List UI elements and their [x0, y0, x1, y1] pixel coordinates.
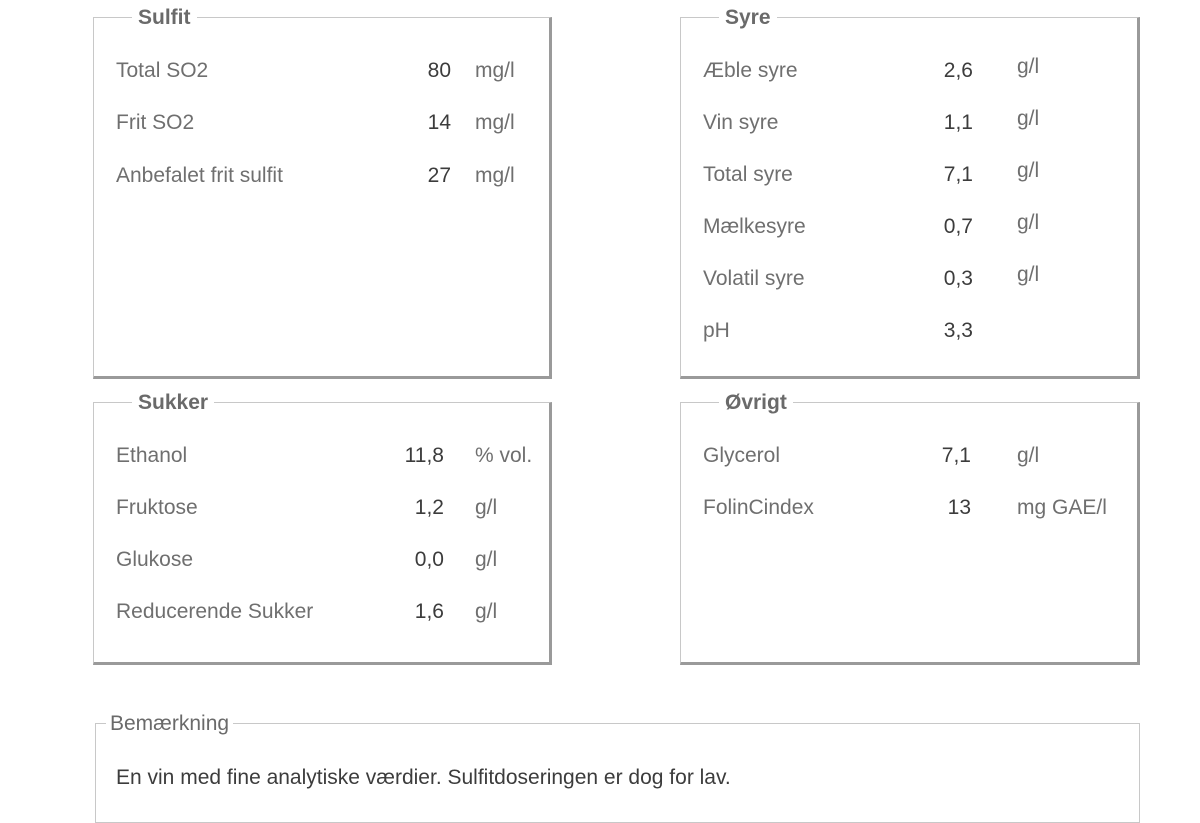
sukker-row-reducerende-sukker — [94, 597, 549, 627]
row-label: Frit SO2 — [116, 111, 195, 134]
remark-text: En vin med fine analytiske værdier. Sulfitdoseringen er dog for lav. — [116, 766, 731, 789]
syre-row-ph — [681, 316, 1137, 346]
sukker-row-glukose — [94, 545, 549, 575]
row-unit: g/l — [475, 496, 498, 519]
row-value: 13 — [947, 496, 971, 519]
row-label: Glycerol — [703, 444, 781, 467]
row-unit: g/l — [1017, 263, 1040, 286]
row-label: Total syre — [703, 163, 793, 186]
row-unit: mg GAE/l — [1017, 496, 1107, 519]
syre-row-aeble-syre — [681, 56, 1137, 86]
sulfit-row-anbefalet — [94, 161, 549, 191]
row-label: Total SO2 — [116, 59, 209, 82]
ovrigt-row-glycerol — [681, 441, 1137, 471]
remark-group-title: Bemærkning — [106, 712, 233, 736]
row-value: 1,2 — [414, 496, 444, 519]
row-unit: g/l — [1017, 159, 1040, 182]
row-unit: g/l — [1017, 211, 1040, 234]
syre-row-vin-syre — [681, 108, 1137, 138]
row-value: 0,7 — [943, 215, 973, 238]
row-label: Anbefalet frit sulfit — [116, 164, 283, 187]
sukker-row-fruktose — [94, 493, 549, 523]
sukker-group — [93, 391, 552, 665]
sulfit-group-title: Sulfit — [132, 6, 197, 30]
row-label: FolinCindex — [703, 496, 814, 519]
row-value: 1,1 — [943, 111, 973, 134]
row-unit: g/l — [475, 548, 498, 571]
row-value: 14 — [427, 111, 451, 134]
row-value: 11,8 — [404, 444, 444, 467]
row-label: Ethanol — [116, 444, 188, 467]
row-unit: mg/l — [475, 59, 515, 82]
ovrigt-group-title: Øvrigt — [719, 391, 793, 415]
row-label: Reducerende Sukker — [116, 600, 314, 623]
row-unit: g/l — [1017, 55, 1040, 78]
row-label: pH — [703, 319, 730, 342]
syre-row-volatil-syre — [681, 264, 1137, 294]
syre-row-maelkesyre — [681, 212, 1137, 242]
row-unit: mg/l — [475, 164, 515, 187]
row-label: Glukose — [116, 548, 194, 571]
syre-group-title: Syre — [719, 6, 777, 30]
syre-row-total-syre — [681, 160, 1137, 190]
row-value: 0,3 — [943, 267, 973, 290]
row-value: 3,3 — [943, 319, 973, 342]
row-unit: % vol. — [475, 444, 533, 467]
row-value: 0,0 — [414, 548, 444, 571]
row-label: Mælkesyre — [703, 215, 806, 238]
row-value: 80 — [427, 59, 451, 82]
ovrigt-row-folincindex — [681, 493, 1137, 523]
row-value: 2,6 — [943, 59, 973, 82]
row-unit: g/l — [1017, 444, 1040, 467]
row-value: 27 — [427, 164, 451, 187]
row-unit: g/l — [475, 600, 498, 623]
row-label: Vin syre — [703, 111, 779, 134]
row-label: Fruktose — [116, 496, 198, 519]
row-unit: mg/l — [475, 111, 515, 134]
row-unit: g/l — [1017, 107, 1040, 130]
row-label: Volatil syre — [703, 267, 805, 290]
row-value: 7,1 — [943, 163, 973, 186]
sukker-group-title: Sukker — [132, 391, 214, 415]
row-value: 1,6 — [414, 600, 444, 623]
sulfit-group — [93, 6, 552, 379]
row-label: Æble syre — [703, 59, 798, 82]
ovrigt-group — [680, 391, 1140, 665]
syre-group — [680, 6, 1140, 379]
row-value: 7,1 — [941, 444, 971, 467]
sulfit-row-total-so2 — [94, 56, 549, 86]
remark-group — [95, 712, 1140, 823]
sukker-row-ethanol — [94, 441, 549, 471]
sulfit-row-frit-so2 — [94, 108, 549, 138]
